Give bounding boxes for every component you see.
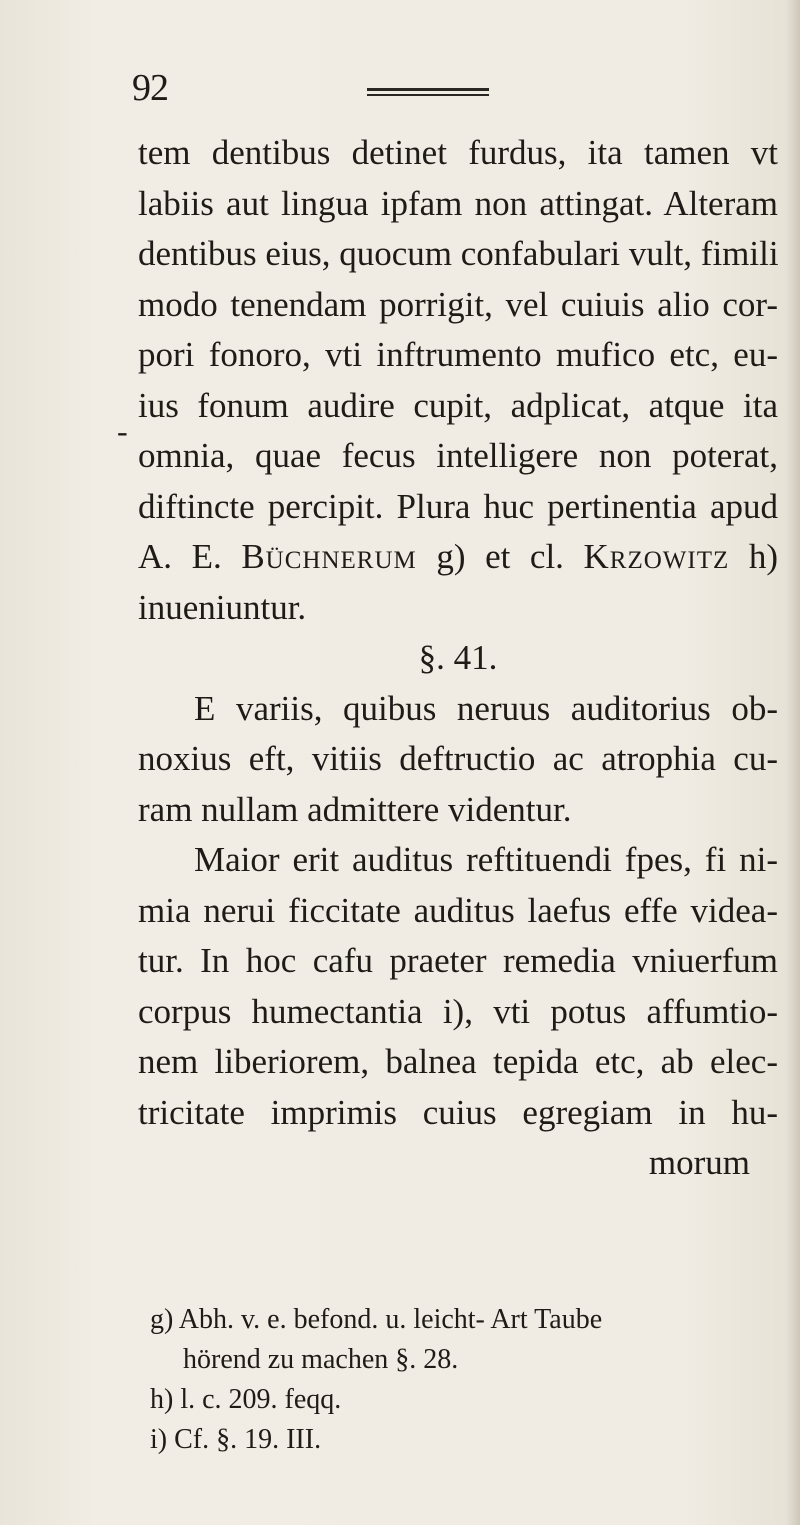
text-line-4: modo tenendam porrigit, vel cuiuis alio cor-: [138, 284, 778, 324]
text-line-5: pori fonoro, vti inftrumento mufico etc, eu-: [138, 335, 778, 374]
page-number: 92: [132, 67, 168, 109]
text-line-18: corpus humectantia i), vti potus affumtio-: [138, 991, 778, 1031]
text-line-9-post: h): [729, 537, 779, 576]
text-line-3: dentibus eius, quocum confabulari vult, fimili: [138, 234, 779, 273]
footnotes: [150, 1300, 770, 1460]
header-rule-ornament: [367, 88, 489, 98]
catchword: morum: [648, 1143, 750, 1182]
footnote-g-cont: hörend zu machen §. 28.: [183, 1344, 459, 1375]
text-line-17: tur. In hoc cafu praeter remedia vniuerfum: [138, 941, 778, 980]
text-line-2: labiis aut lingua ipfam non attingat. Alteram: [138, 183, 778, 223]
author-buchner: Büchnerum: [241, 537, 417, 576]
text-line-9-pre: A. E.: [138, 537, 242, 576]
text-line-6: ius fonum audire cupit, adplicat, atque ita: [138, 385, 778, 425]
footnote-g: g) Abh. v. e. befond. u. leicht- Art Taube: [150, 1304, 603, 1335]
text-line-9: [138, 532, 778, 583]
main-text: [138, 128, 778, 1189]
footnote-i: i) Cf. §. 19. III.: [150, 1424, 322, 1455]
text-line-7: omnia, quae fecus intelligere non poterat,: [138, 436, 778, 475]
section-heading: §. 41.: [418, 638, 498, 677]
footnote-h: h) l. c. 209. feqq.: [150, 1384, 342, 1415]
text-line-15: Maior erit auditus reftituendi fpes, fi ni-: [194, 840, 778, 879]
text-line-1: tem dentibus detinet furdus, ita tamen vt: [138, 133, 778, 172]
author-krzowitz: Krzowitz: [583, 537, 730, 576]
text-line-16: mia nerui ficcitate auditus laefus effe videa-: [138, 890, 778, 930]
text-line-8: diftincte percipit. Plura huc pertinentia apud: [138, 486, 778, 526]
text-line-9-mid: g) et cl.: [416, 537, 584, 576]
margin-mark: -: [117, 413, 128, 449]
text-line-19: nem liberiorem, balnea tepida etc, ab elec-: [138, 1042, 778, 1081]
text-line-10: inueniuntur.: [138, 587, 307, 627]
text-line-14: ram nullam admittere videntur.: [138, 789, 572, 829]
text-line-20: tricitate imprimis cuius egregiam in hu-: [138, 1092, 778, 1132]
page-edge-shadow: [786, 0, 800, 1525]
text-line-13: noxius eft, vitiis deftructio ac atrophia cu-: [138, 739, 778, 778]
text-line-12: E variis, quibus neruus auditorius ob-: [194, 688, 778, 728]
